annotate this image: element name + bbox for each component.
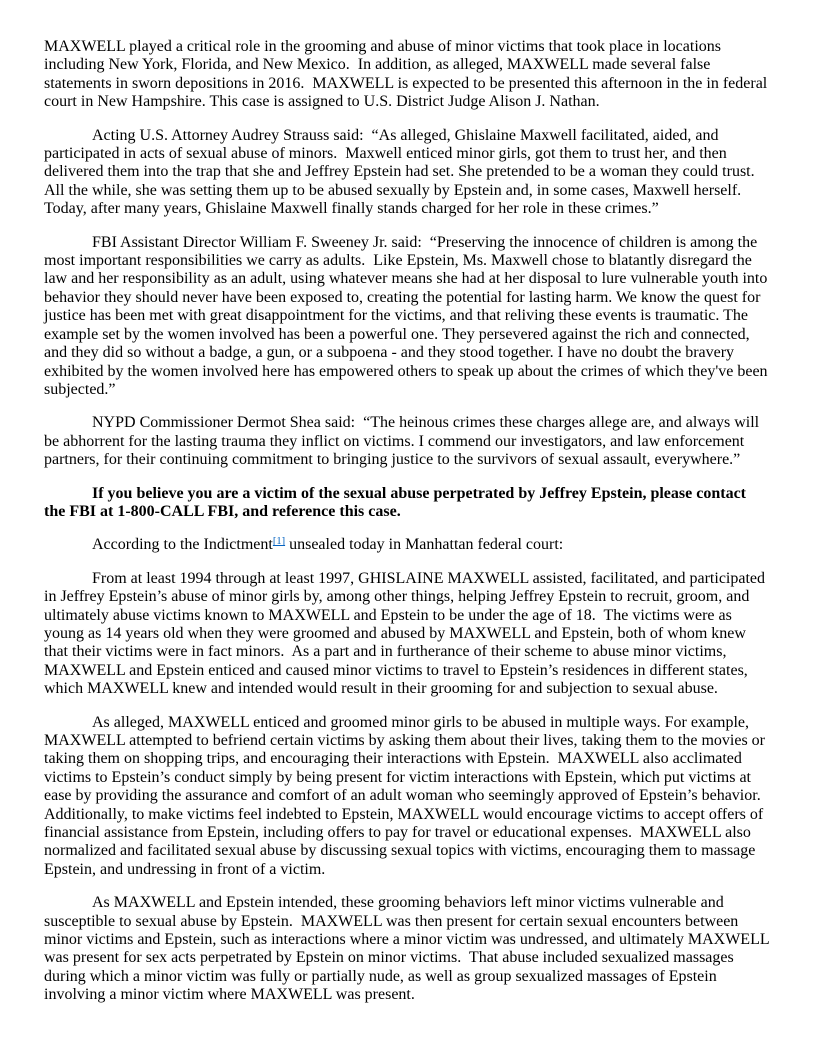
indictment-lead-text-after: unsealed today in Manhattan federal court: <box>285 536 564 554</box>
paragraph-indictment-lead <box>44 536 771 554</box>
paragraph-grooming-methods: As alleged, MAXWELL enticed and groomed minor girls to be abused in multiple ways. For example, MAXWELL attempted to befriend certain victims by asking them about their lives, taking them to the movies or taking them on shopping trips, and encouraging their interactions with Epstein. MAXWELL also acclimated victims to Epstein’s conduct simply by being present for victim interactions with Epstein, which put victims at ease by providing the assurance and comfort of an adult woman who seemingly approved of Epstein’s behavior. Additionally, to make victims feel indebted to Epstein, MAXWELL would encourage victims to accept offers of financial assistance from Epstein, including offers to pay for travel or educational expenses. MAXWELL also normalized and facilitated sexual abuse by discussing sexual topics with victims, encouraging them to massage Epstein, and undressing in front of a victim. <box>44 713 770 878</box>
footnote-1-link[interactable]: [1] <box>272 536 286 548</box>
paragraph-strauss-statement: Acting U.S. Attorney Audrey Strauss said: “As alleged, Ghislaine Maxwell facilitated, aided, and participated in acts of sexual abuse of minors. Maxwell enticed minor girls, got them to trust her, and then delivered them into the trap that she and Jeffrey Epstein had set. She pretended to be a woman they could trust. All the while, she was setting them up to be abused sexually by Epstein and, in some cases, Maxwell herself. Today, after many years, Ghislaine Maxwell finally stands charged for her role in these crimes.” <box>44 126 758 218</box>
paragraph-abuse-description: As MAXWELL and Epstein intended, these grooming behaviors left minor victims vulnerable and susceptible to sexual abuse by Epstein. MAXWELL was then present for certain sexual encounters between minor victims and Epstein, such as interactions where a minor victim was undressed, and ultimately MAXWELL was present for sex acts perpetrated by Epstein on minor victims. That abuse included sexualized massages during which a minor victim was fully or partially nude, as well as group sexualized massages of Epstein involving a minor victim where MAXWELL was present. <box>44 894 774 1004</box>
paragraph-case-summary: MAXWELL played a critical role in the grooming and abuse of minor victims that took place in locations including New York, Florida, and New Mexico. In addition, as alleged, MAXWELL made several false statements in sworn depositions in 2016. MAXWELL is expected to be presented this afternoon in the in federal court in New Hampshire. This case is assigned to U.S. District Judge Alison J. Nathan. <box>44 38 772 111</box>
paragraph-indictment-overview: From at least 1994 through at least 1997, GHISLAINE MAXWELL assisted, facilitated, and participated in Jeffrey Epstein’s abuse of minor girls by, among other things, helping Jeffrey Epstein to recruit, groom, and ultimately abuse victims known to MAXWELL and Epstein to be under the age of 18. The victims were as young as 14 years old when they were groomed and abused by MAXWELL and Epstein, both of whom knew that their victims were in fact minors. As a part and in furtherance of their scheme to abuse minor victims, MAXWELL and Epstein enticed and caused minor victims to travel to Epstein’s residences in different states, which MAXWELL knew and intended would result in their grooming for and subjection to sexual abuse. <box>44 569 770 698</box>
paragraph-victim-contact-notice: If you believe you are a victim of the sexual abuse perpetrated by Jeffrey Epstein, please contact the FBI at 1-800-CALL FBI, and reference this case. <box>44 484 750 520</box>
indictment-lead-text-before: According to the Indictment <box>92 536 273 554</box>
paragraph-shea-statement: NYPD Commissioner Dermot Shea said: “The heinous crimes these charges allege are, and always will be abhorrent for the lasting trauma they inflict on victims. I commend our investigators, and law enforcement partners, for their continuing commitment to bringing justice to the survivors of sexual assault, everywhere.” <box>44 414 764 469</box>
paragraph-sweeney-statement: FBI Assistant Director William F. Sweeney Jr. said: “Preserving the innocence of children is among the most important responsibilities we carry as adults. Like Epstein, Ms. Maxwell chose to blatantly disregard the law and her responsibility as an adult, using whatever means she had at her disposal to lure vulnerable youth into behavior they should never have been exposed to, creating the potential for lasting harm. We know the quest for justice has been met with great disappointment for the victims, and that reliving these events is traumatic. The example set by the women involved has been a powerful one. They persevered against the rich and connected, and they did so without a badge, a gun, or a subpoena - and they stood together. I have no doubt the bravery exhibited by the women involved here has empowered others to speak up about the crimes of which they've been subjected.” <box>44 233 772 398</box>
